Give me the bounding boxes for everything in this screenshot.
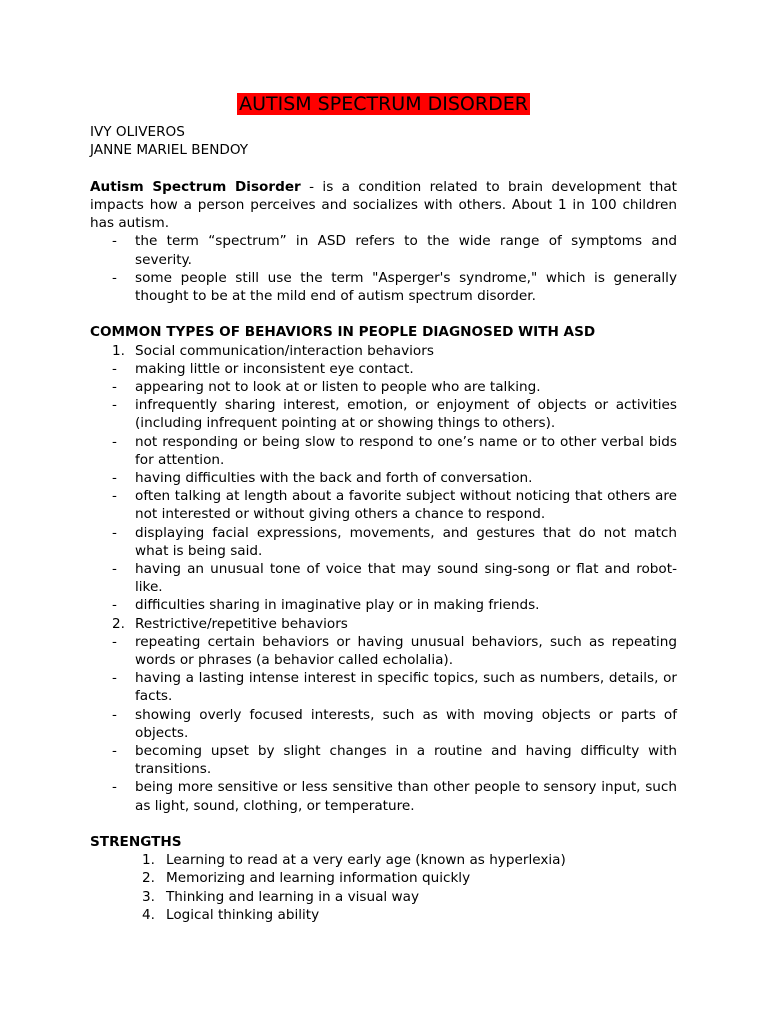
dash-marker: -: [112, 779, 117, 796]
behavior-item-text: appearing not to look at or listen to people who are talking.: [135, 379, 541, 396]
document-title: AUTISM SPECTRUM DISORDER: [239, 93, 528, 115]
intro-point-text: the term “spectrum” in ASD refers to the wide range of symptoms and severity.: [135, 233, 677, 268]
intro-text: - is a condition related to brain development that impacts how a person perceives and socializes with others. About 1 in 100 children has autism.: [90, 178, 677, 232]
behavior-item-text: making little or inconsistent eye contact.: [135, 360, 414, 377]
behavior-item: [90, 596, 677, 614]
title-block: [90, 93, 677, 115]
intro-term: Autism Spectrum Disorder: [90, 178, 301, 195]
behavior-item-text: having difficulties with the back and forth of conversation.: [135, 470, 533, 487]
behavior-item: [90, 433, 677, 469]
dash-marker: -: [112, 233, 117, 250]
behavior-item: [90, 669, 677, 705]
list-number: 1.: [112, 342, 125, 359]
behavior-item-text: having a lasting intense interest in specific topics, such as numbers, details, or facts.: [135, 670, 677, 705]
behavior-item-text: not responding or being slow to respond to one’s name or to other verbal bids for attention.: [135, 433, 677, 468]
behavior-item: [90, 633, 677, 669]
dash-marker: -: [112, 360, 117, 377]
intro-point: [90, 269, 677, 305]
section-heading-behaviors: COMMON TYPES OF BEHAVIORS IN PEOPLE DIAGNOSED WITH ASD: [90, 324, 596, 341]
behavior-item: [90, 396, 677, 432]
behavior-item-text: having an unusual tone of voice that may sound sing-song or flat and robot-like.: [135, 561, 677, 596]
behavior-group-label: Restrictive/repetitive behaviors: [135, 615, 348, 632]
behavior-item: [90, 706, 677, 742]
behavior-item: [90, 742, 677, 778]
dash-marker: -: [112, 470, 117, 487]
strength-item-text: Thinking and learning in a visual way: [166, 888, 420, 905]
dash-marker: -: [112, 379, 117, 396]
section-heading-strengths: STRENGTHS: [90, 834, 182, 851]
dash-marker: -: [112, 397, 117, 414]
dash-marker: -: [112, 670, 117, 687]
intro-paragraph: [90, 178, 677, 233]
list-number: 2.: [112, 615, 125, 632]
behavior-item: [90, 378, 677, 396]
behavior-item-text: infrequently sharing interest, emotion, or enjoyment of objects or activities (including infrequent pointing at or showing things to others).: [135, 397, 677, 432]
list-number: 1.: [142, 852, 155, 869]
behavior-group: [90, 615, 677, 633]
behavior-item-text: showing overly focused interests, such as with moving objects or parts of objects.: [135, 706, 677, 741]
intro-point-text: some people still use the term "Asperger's syndrome," which is generally thought to be at the mild end of autism spectrum disorder.: [135, 269, 677, 305]
dash-marker: -: [112, 561, 117, 578]
dash-marker: -: [112, 633, 117, 650]
behavior-item: [90, 778, 677, 814]
behavior-item-text: displaying facial expressions, movements, and gestures that do not match what is being said.: [135, 524, 677, 559]
spacer: [90, 160, 677, 178]
spacer: [90, 815, 677, 833]
behavior-item-text: often talking at length about a favorite subject without noticing that others are not interested or without giving others a chance to respond.: [135, 488, 677, 523]
strength-item-text: Learning to read at a very early age (known as hyperlexia): [166, 852, 566, 869]
strength-item-text: Memorizing and learning information quickly: [166, 870, 471, 887]
behavior-item: [90, 469, 677, 487]
dash-marker: -: [112, 743, 117, 760]
behavior-item: [90, 360, 677, 378]
behavior-group-label: Social communication/interaction behaviors: [135, 342, 434, 359]
behavior-item: [90, 524, 677, 560]
dash-marker: -: [112, 269, 117, 286]
list-number: 2.: [142, 870, 155, 887]
list-number: 4.: [142, 906, 155, 923]
behavior-item: [90, 487, 677, 523]
strength-item: [90, 906, 677, 924]
behavior-item-text: becoming upset by slight changes in a routine and having difficulty with transitions.: [135, 743, 677, 778]
behavior-item-text: difficulties sharing in imaginative play or in making friends.: [135, 597, 540, 614]
behavior-item-text: being more sensitive or less sensitive than other people to sensory input, such as light, sound, clothing, or temperature.: [135, 779, 677, 814]
intro-point: [90, 232, 677, 268]
strength-item-text: Logical thinking ability: [166, 906, 320, 923]
dash-marker: -: [112, 706, 117, 723]
dash-marker: -: [112, 597, 117, 614]
strength-item: [90, 888, 677, 906]
document-body: [90, 93, 677, 924]
author-name: IVY OLIVEROS: [90, 124, 185, 141]
dash-marker: -: [112, 433, 117, 450]
list-number: 3.: [142, 888, 155, 905]
strength-item: [90, 851, 677, 869]
behavior-group: [90, 342, 677, 360]
dash-marker: -: [112, 488, 117, 505]
spacer: [90, 305, 677, 323]
author-name: JANNE MARIEL BENDOY: [90, 142, 249, 159]
dash-marker: -: [112, 524, 117, 541]
strength-item: [90, 869, 677, 887]
behavior-item: [90, 560, 677, 596]
behavior-item-text: repeating certain behaviors or having unusual behaviors, such as repeating words or phrases (a behavior called echolalia).: [135, 633, 677, 669]
